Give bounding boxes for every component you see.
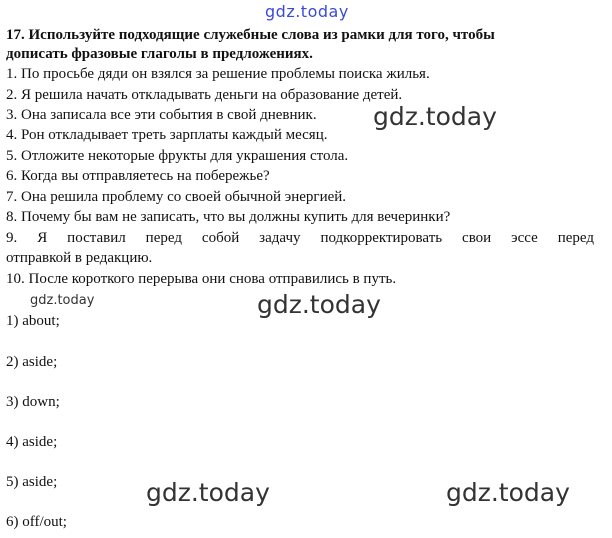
task-heading-line-2: дописать фразовые глаголы в предложениях.	[6, 46, 313, 62]
watermark-small-left: gdz.today	[30, 293, 95, 308]
watermark-top: gdz.today	[265, 2, 349, 21]
watermark-bottom-right: gdz.today	[446, 478, 570, 507]
watermark-center: gdz.today	[257, 290, 381, 319]
answer-4: 4) aside;	[6, 434, 58, 450]
watermark-right-mid: gdz.today	[373, 102, 497, 131]
answer-2: 2) aside;	[6, 354, 58, 370]
answer-6: 6) off/out;	[6, 514, 67, 530]
sentence-2: 2. Я решила начать откладывать деньги на образование детей.	[6, 87, 403, 103]
sentence-9-continuation: отправкой в редакцию.	[6, 250, 153, 266]
watermark-bottom-left: gdz.today	[146, 478, 270, 507]
task-heading-line-1: 17. Используйте подходящие служебные слова из рамки для того, чтобы	[6, 27, 495, 43]
sentence-10: 10. После короткого перерыва они снова отправились в путь.	[6, 271, 397, 287]
answer-5: 5) aside;	[6, 474, 58, 490]
answer-1: 1) about;	[6, 313, 60, 329]
answer-3: 3) down;	[6, 394, 60, 410]
sentence-6: 6. Когда вы отправляетесь на побережье?	[6, 168, 270, 184]
sentence-4: 4. Рон откладывает треть зарплаты каждый месяц.	[6, 127, 328, 143]
sentence-7: 7. Она решила проблему со своей обычной энергией.	[6, 189, 347, 205]
sentence-5: 5. Отложите некоторые фрукты для украшения стола.	[6, 148, 349, 164]
sentence-3: 3. Она записала все эти события в свой дневник.	[6, 107, 317, 123]
sentence-1: 1. По просьбе дяди он взялся за решение проблемы поиска жилья.	[6, 66, 430, 82]
sentence-8: 8. Почему бы вам не записать, что вы должны купить для вечеринки?	[6, 209, 451, 225]
sentence-9: 9. Я поставил перед собой задачу подкорректировать свои эссе перед	[6, 230, 594, 246]
